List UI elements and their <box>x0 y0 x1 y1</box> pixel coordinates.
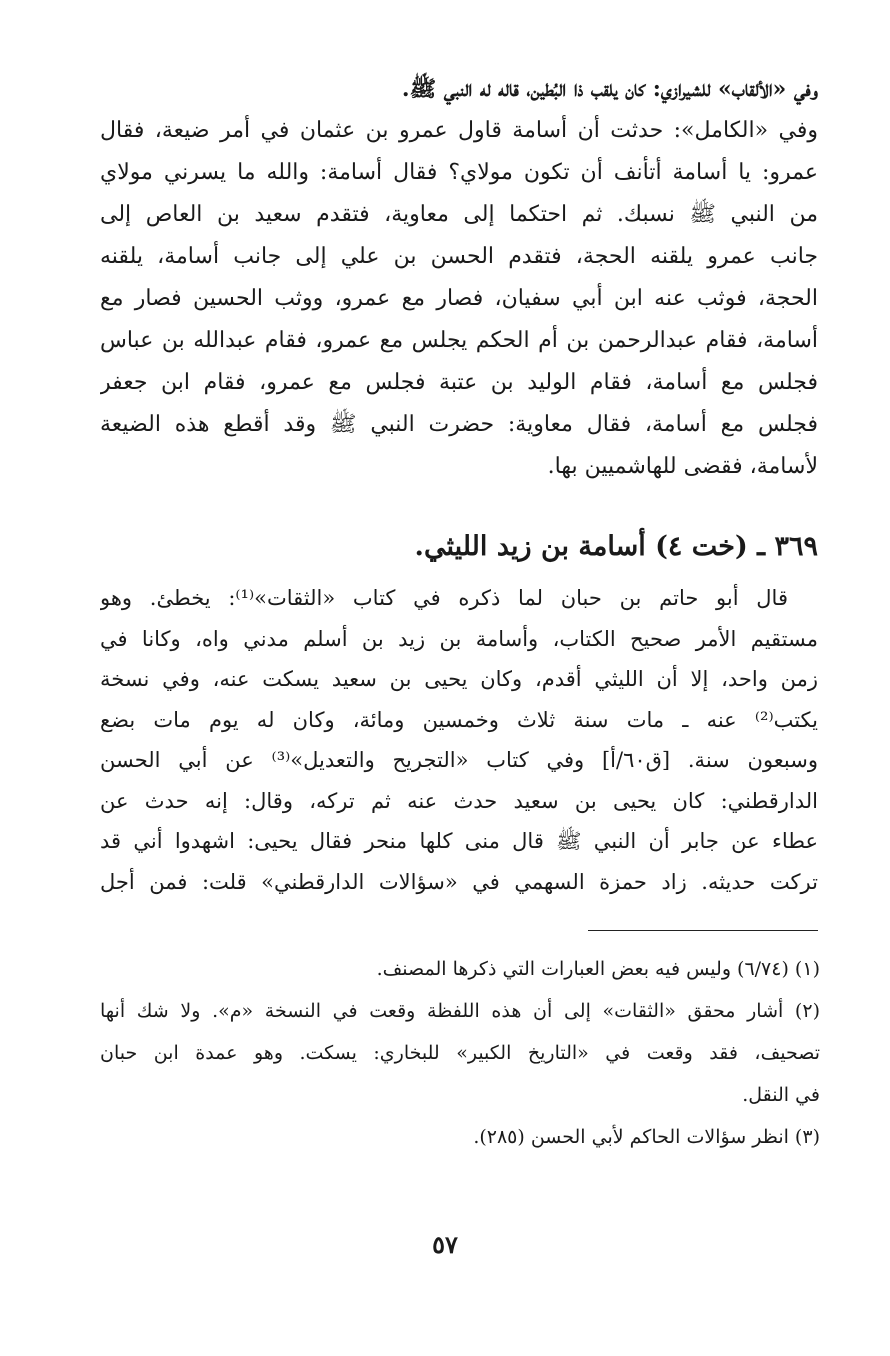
footnotes <box>100 948 820 1158</box>
footnote-separator <box>588 930 818 931</box>
footnote-1: (١) (٦/٧٤) وليس فيه بعض العبارات التي ذكرها المصنف. <box>376 958 820 980</box>
body-line: تركت حديثه. زاد حمزة السهمي في «سؤالات الدارقطني» قلت: فمن أجل <box>100 869 818 894</box>
intro-line: من النبي ﷺ نسبك. ثم احتكما إلى معاوية، فتقدم سعيد بن العاص إلى <box>100 202 818 227</box>
intro-line: أسامة، فقام عبدالرحمن بن أم الحكم يجلس مع عمرو، فقام عبدالله بن عباس <box>100 328 818 353</box>
intro-line: لأسامة، فقضى للهاشميين بها. <box>547 454 818 479</box>
intro-line: عمرو: يا أسامة أتأنف أن تكون مولاي؟ فقال أسامة: والله ما يسرني مولاي <box>100 160 818 185</box>
page-number: ٥٧ <box>432 1230 458 1259</box>
footnote-3: (٣) انظر سؤالات الحاكم لأبي الحسن (٢٨٥). <box>473 1126 820 1148</box>
footnote-2: (٢) أشار محقق «الثقات» إلى أن هذه اللفظة وقعت في النسخة «م». ولا شك أنها <box>100 1000 820 1022</box>
intro-line: فجلس مع أسامة، فقال معاوية: حضرت النبي ﷺ وقد أقطع هذه الضيعة <box>100 412 818 437</box>
intro-line: فجلس مع أسامة، فقام الوليد بن عتبة فجلس مع عمرو، فقام ابن جعفر <box>100 370 818 395</box>
body-line: عطاء عن جابر أن النبي ﷺ قال منى كلها منحر فقال يحيى: اشهدوا أني قد <box>100 829 818 853</box>
entry-body <box>100 578 818 902</box>
footnote-2-continuation: تصحيف، فقد وقعت في «التاريخ الكبير» للبخاري: يسكت. وهو عمدة ابن حبان <box>100 1042 820 1064</box>
body-line: قال أبو حاتم بن حبان لما ذكره في كتاب «الثقات»⁽¹⁾: يخطئ. وهو <box>100 586 788 610</box>
body-line: وسبعون سنة. [ق٦٠/أ] وفي كتاب «التجريح والتعديل»⁽³⁾ عن أبي الحسن <box>100 748 818 772</box>
intro-line: جانب عمرو يلقنه الحجة، فتقدم الحسن بن علي إلى جانب أسامة، يلقنه <box>100 244 818 269</box>
entry-heading: ٣٦٩ ـ (خت ٤) أسامة بن زيد الليثي. <box>414 531 818 562</box>
body-line: مستقيم الأمر صحيح الكتاب، وأسامة بن زيد بن أسلم مدني واه، وكانا في <box>100 626 818 651</box>
intro-line: وفي «الكامل»: حدثت أن أسامة قاول عمرو بن عثمان في أمر ضيعة، فقال <box>100 118 818 143</box>
body-line: الدارقطني: كان يحيى بن سعيد حدث عنه ثم تركه، وقال: إنه حدث عن <box>100 788 818 813</box>
body-line: زمن واحد، إلا أن الليثي أقدم، وكان يحيى بن سعيد يسكت عنه، وفي نسخة <box>100 667 818 691</box>
intro-line: الحجة، فوثب عنه ابن أبي سفيان، فصار مع عمرو، ووثب الحسين فصار مع <box>100 286 818 311</box>
footnote-2-continuation: في النقل. <box>742 1084 820 1106</box>
intro-paragraphs <box>100 68 818 488</box>
intro-line: وفي «الألقاب» للشيرازي: كان يلقب ذا البُطين، قاله له النبي ﷺ. <box>401 76 818 102</box>
body-line: يكتب⁽²⁾ عنه ـ مات سنة ثلاث وخمسين ومائة، وكان له يوم مات بضع <box>100 707 818 732</box>
